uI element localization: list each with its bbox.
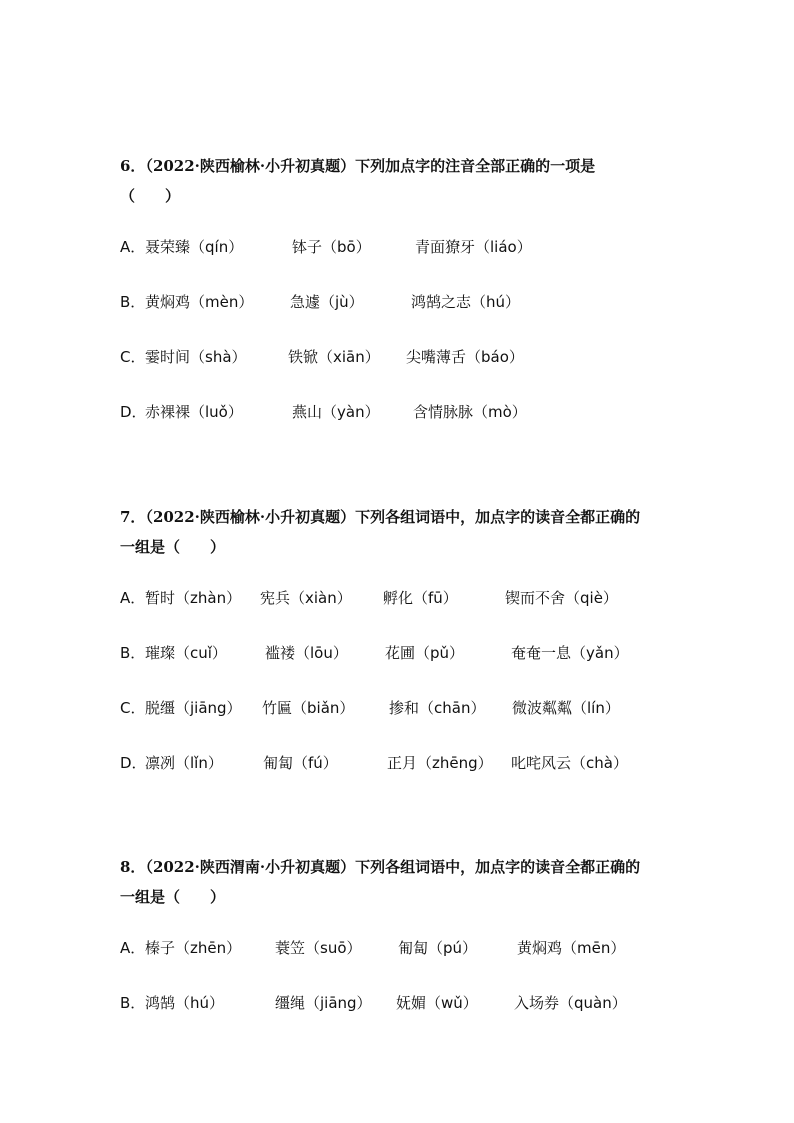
option-label: A．: [120, 238, 146, 256]
question-stem-cont: 一组是（ ）: [120, 538, 226, 556]
option-item: 璀璨（cuǐ）: [145, 644, 227, 662]
option-item: 黄焖鸡（mēn）: [517, 939, 626, 957]
option-item: 孵化（fū）: [383, 589, 458, 607]
option-label: A．: [120, 589, 146, 607]
option-item: 鸿鹄（hú）: [145, 994, 225, 1012]
option-item: 霎时间（shà）: [145, 348, 247, 366]
q6-option-a: [120, 236, 720, 258]
option-item: 榛子（zhēn）: [145, 939, 242, 957]
option-item: 宪兵（xiàn）: [260, 589, 352, 607]
option-label: B．: [120, 644, 146, 662]
option-item: 微波粼粼（lín）: [512, 699, 620, 717]
option-label: C．: [120, 348, 146, 366]
option-label: C．: [120, 699, 146, 717]
option-item: 鸿鹄之志（hú）: [411, 293, 521, 311]
q8-option-b: [120, 992, 720, 1014]
question-number: 7．: [120, 508, 146, 526]
option-item: 凛冽（lǐn）: [145, 754, 223, 772]
question-number: 6．: [120, 157, 146, 175]
question-stem: 下列各组词语中，加点字的读音全都正确的: [355, 858, 641, 876]
option-item: 缰绳（jiāng）: [275, 994, 372, 1012]
question-source: （2022·陕西渭南·小升初真题）: [145, 858, 356, 876]
option-item: 赤裸裸（luǒ）: [145, 403, 243, 421]
question-number: 8．: [120, 858, 146, 876]
question-7-stem-line2: [120, 537, 225, 557]
option-item: 匍匐（fú）: [263, 754, 338, 772]
question-7-stem-line1: [120, 507, 640, 527]
option-item: 尖嘴薄舌（báo）: [406, 348, 524, 366]
option-item: 急遽（jù）: [290, 293, 364, 311]
option-item: 蓑笠（suō）: [275, 939, 362, 957]
option-item: 竹匾（biǎn）: [262, 699, 355, 717]
option-item: 花圃（pǔ）: [385, 644, 465, 662]
q6-option-d: [120, 401, 720, 423]
q6-option-b: [120, 291, 720, 313]
q7-option-c: [120, 697, 720, 719]
question-6-stem-line1: [120, 156, 595, 176]
question-8-stem-line2: [120, 887, 225, 907]
option-item: 入场券（quàn）: [514, 994, 627, 1012]
option-item: 钵子（bō）: [292, 238, 371, 256]
option-item: 掺和（chān）: [389, 699, 486, 717]
answer-blank: （ ）: [120, 187, 181, 205]
option-item: 聂荣臻（qín）: [145, 238, 244, 256]
option-label: A．: [120, 939, 146, 957]
q8-option-a: [120, 937, 720, 959]
option-item: 青面獠牙（liáo）: [415, 238, 532, 256]
q7-option-b: [120, 642, 720, 664]
option-item: 燕山（yàn）: [292, 403, 380, 421]
question-stem-cont: 一组是（ ）: [120, 888, 226, 906]
option-item: 含情脉脉（mò）: [413, 403, 527, 421]
option-item: 正月（zhēng）: [387, 754, 493, 772]
option-label: B．: [120, 994, 146, 1012]
q6-option-c: [120, 346, 720, 368]
q7-option-a: [120, 587, 720, 609]
question-stem: 下列加点字的注音全部正确的一项是: [355, 157, 596, 175]
option-item: 奄奄一息（yǎn）: [511, 644, 629, 662]
option-item: 妩媚（wǔ）: [396, 994, 478, 1012]
question-6-stem-line2: [120, 186, 180, 206]
option-item: 匍匐（pú）: [398, 939, 478, 957]
q7-option-d: [120, 752, 720, 774]
option-item: 黄焖鸡（mèn）: [145, 293, 254, 311]
option-item: 锲而不舍（qiè）: [505, 589, 618, 607]
option-item: 褴褛（lōu）: [265, 644, 348, 662]
question-stem: 下列各组词语中，加点字的读音全都正确的: [355, 508, 641, 526]
option-item: 暂时（zhàn）: [145, 589, 242, 607]
question-source: （2022·陕西榆林·小升初真题）: [145, 508, 356, 526]
option-label: D．: [120, 754, 147, 772]
option-item: 脱缰（jiāng）: [145, 699, 242, 717]
question-8-stem-line1: [120, 857, 640, 877]
option-item: 叱咤风云（chà）: [511, 754, 628, 772]
option-label: D．: [120, 403, 147, 421]
option-label: B．: [120, 293, 146, 311]
question-source: （2022·陕西榆林·小升初真题）: [145, 157, 356, 175]
option-item: 铁锨（xiān）: [288, 348, 380, 366]
